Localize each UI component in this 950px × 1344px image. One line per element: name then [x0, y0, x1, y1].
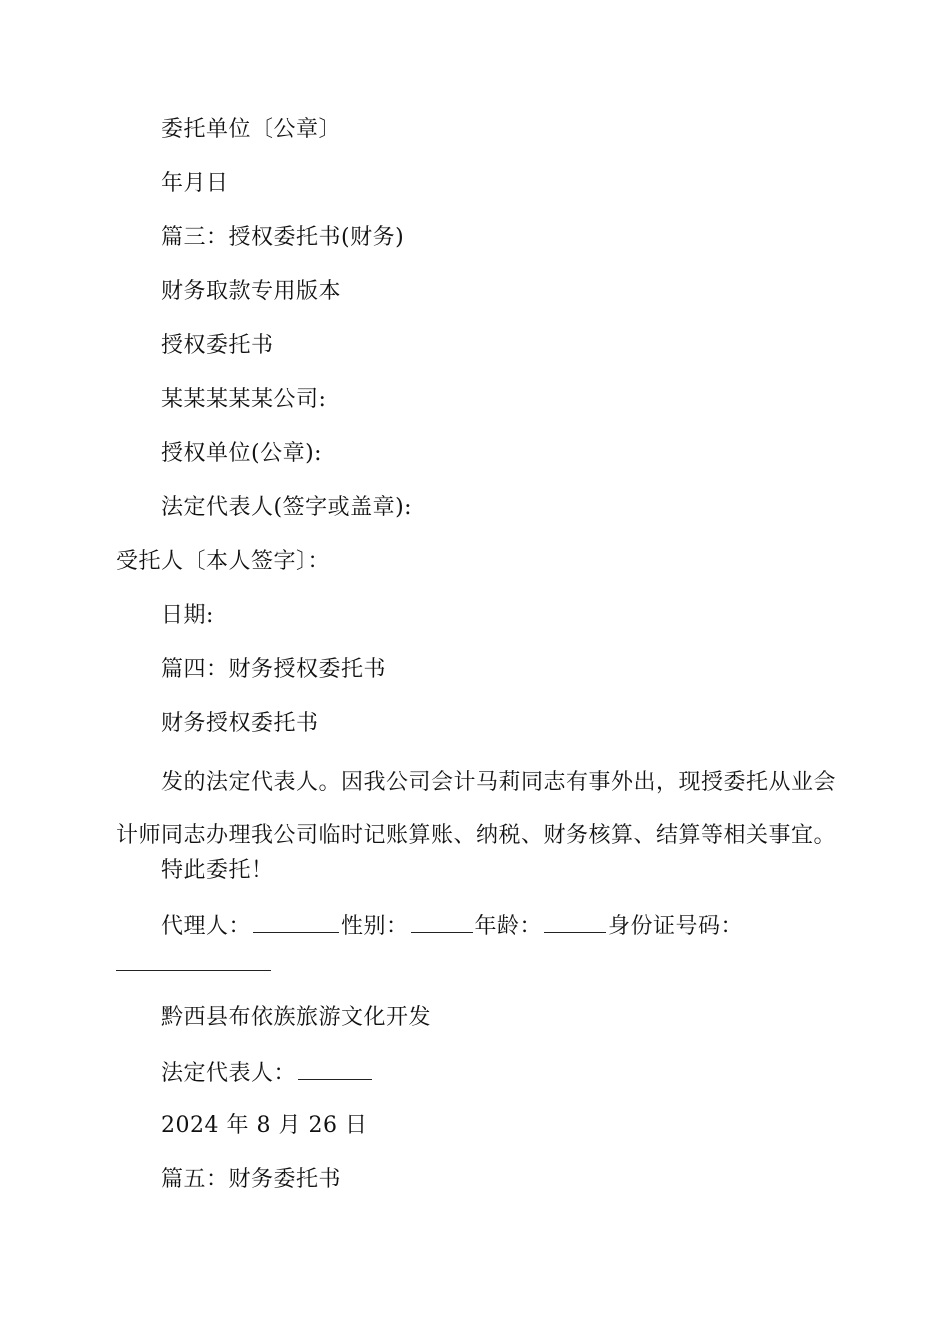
- id-number-blank: [116, 970, 271, 971]
- section-four-heading: 篇四：财务授权委托书: [161, 657, 387, 682]
- date-placeholder-line: 年月日: [161, 171, 229, 196]
- section-five-heading: 篇五：财务委托书: [161, 1167, 342, 1192]
- id-number-label: 身份证号码：: [608, 914, 744, 939]
- version-label: 财务取款专用版本: [161, 279, 342, 304]
- section-three-heading: 篇三：授权委托书(财务): [161, 225, 405, 250]
- company-addressee: 某某某某某公司:: [161, 387, 327, 412]
- age-label: 年龄：: [474, 914, 543, 939]
- authorization-title: 授权委托书: [161, 333, 274, 358]
- agent-info-line: [161, 910, 743, 942]
- gender-blank: [411, 910, 473, 933]
- authorizing-unit-line: 授权单位(公章):: [161, 441, 323, 466]
- agent-label: 代理人：: [161, 914, 252, 939]
- legal-representative-line: [161, 1057, 374, 1089]
- legal-representative-signature-line: 法定代表人(签字或盖章):: [161, 495, 413, 520]
- legal-representative-blank: [298, 1057, 372, 1080]
- date-label-line: 日期:: [161, 603, 214, 628]
- gender-label: 性别：: [341, 914, 409, 939]
- age-blank: [544, 910, 606, 933]
- agent-blank: [253, 910, 339, 933]
- closing-statement: 特此委托！: [161, 858, 274, 883]
- authorization-paragraph: 发的法定代表人。因我公司会计马莉同志有事外出，现授委托从业会计师同志办理我公司临时记账算账、纳税、财务核算、结算等相关事宜。: [116, 770, 837, 848]
- entrusting-unit-seal-line: 委托单位〔公章〕: [161, 117, 342, 142]
- legal-representative-label: 法定代表人：: [161, 1061, 297, 1086]
- company-name-line: 黔西县布依族旅游文化开发: [161, 1005, 432, 1030]
- trustee-signature-line: 受托人〔本人签字〕：: [116, 549, 331, 574]
- date-line: 2024 年 8 月 26 日: [161, 1113, 368, 1138]
- financial-authorization-title: 财务授权委托书: [161, 711, 319, 736]
